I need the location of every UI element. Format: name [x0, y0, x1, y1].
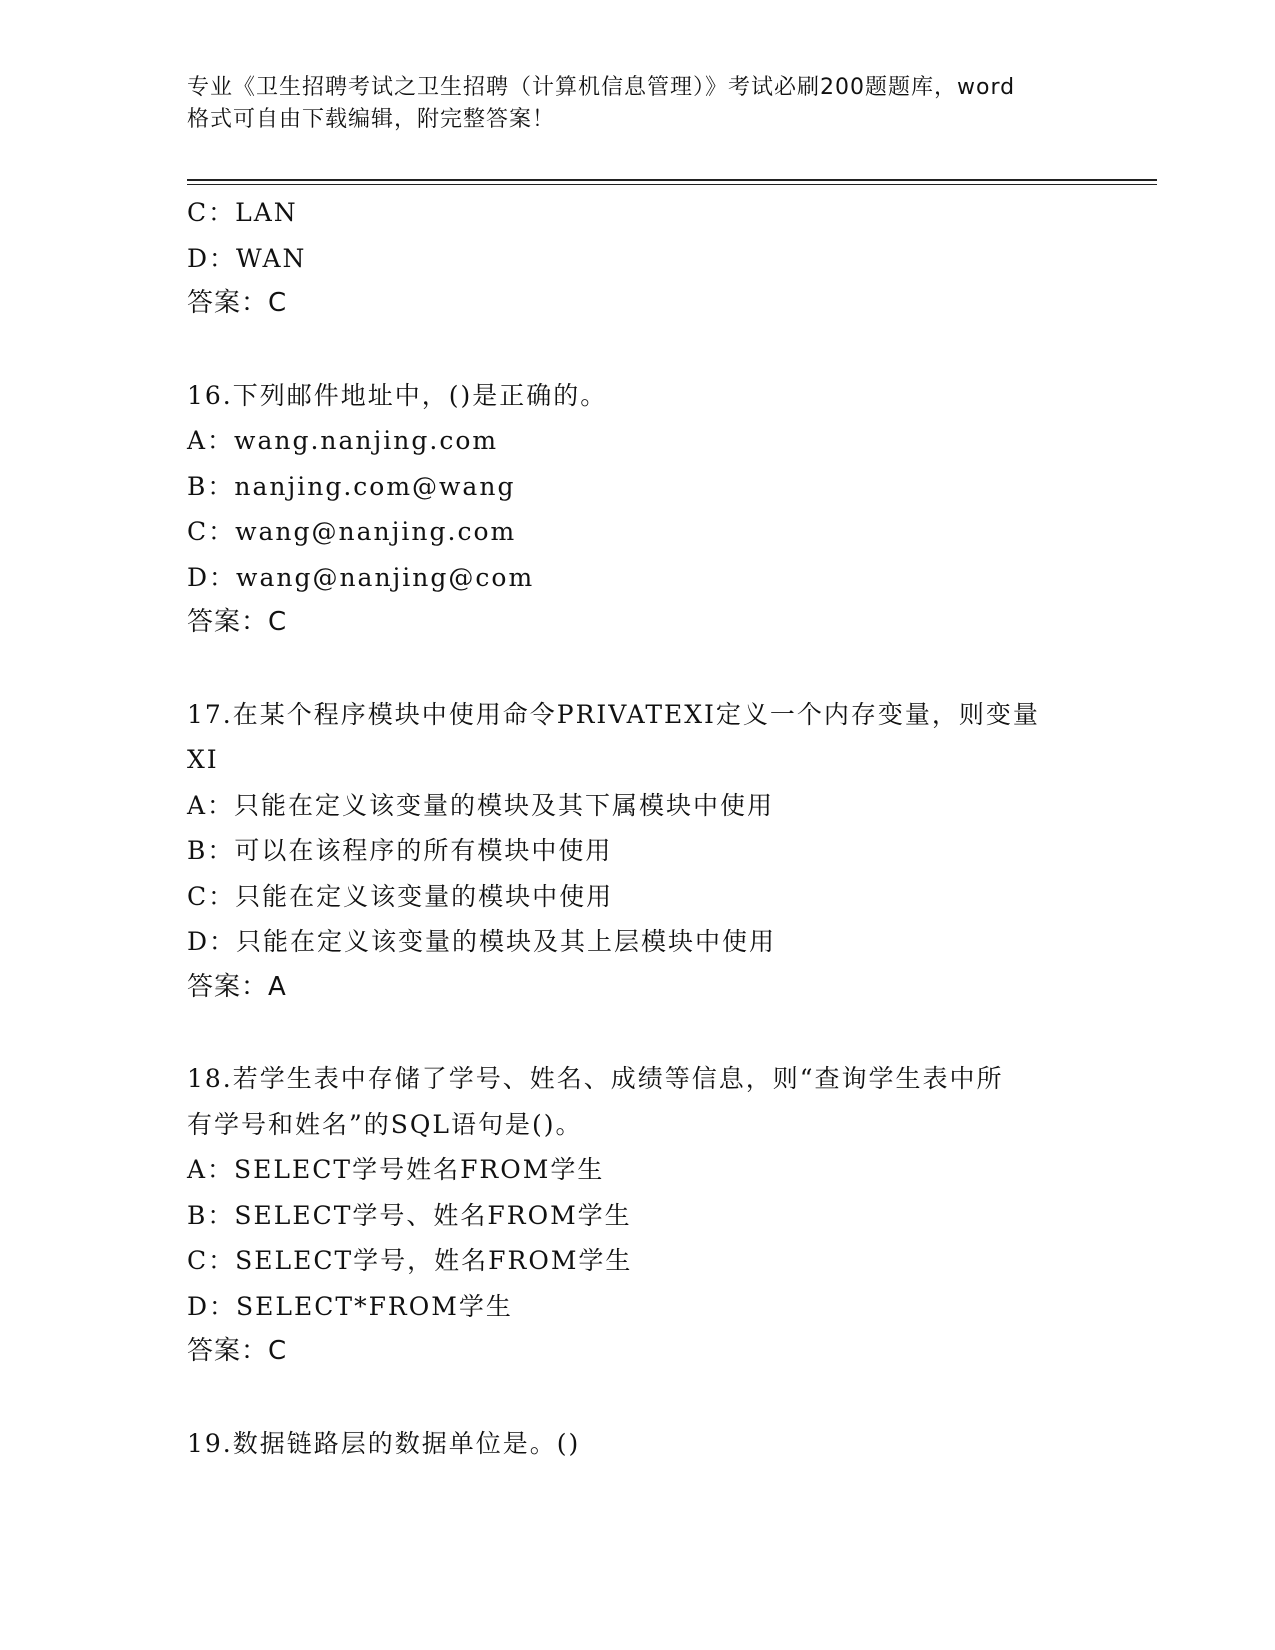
answer: 答案：C [187, 288, 288, 318]
header-rule-thin [187, 184, 1157, 185]
question-stem-line-2: 有学号和姓名”的SQL语句是()。 [187, 1109, 583, 1139]
option-d: D：只能在定义该变量的模块及其上层模块中使用 [187, 927, 777, 956]
option-d: D：SELECT*FROM学生 [187, 1291, 513, 1321]
option-c: C：LAN [187, 198, 298, 227]
option-d: D：wang@nanjing@com [187, 562, 535, 592]
question-18 [187, 1056, 1087, 1375]
answer: 答案：C [187, 1336, 288, 1366]
question-stem: 16.下列邮件地址中，()是正确的。 [187, 380, 608, 410]
option-a: A：只能在定义该变量的模块及其下属模块中使用 [187, 790, 775, 820]
option-c: C：只能在定义该变量的模块中使用 [187, 881, 614, 911]
answer: 答案：A [187, 971, 287, 1002]
header-line-2: 格式可自由下载编辑，附完整答案！ [187, 107, 556, 132]
spacer [187, 646, 1087, 692]
question-stem-line-1: 18.若学生表中存储了学号、姓名、成绩等信息，则“查询学生表中所 [187, 1064, 1004, 1093]
question-15 [187, 190, 1087, 327]
question-stem-line-2: XI [187, 745, 219, 774]
question-16 [187, 373, 1087, 646]
option-a: A：wang.nanjing.com [187, 426, 499, 455]
header-rule-thick [187, 179, 1157, 181]
option-d: D：WAN [187, 243, 307, 273]
question-19 [187, 1421, 1087, 1467]
question-stem: 19.数据链路层的数据单位是。() [187, 1428, 581, 1458]
spacer [187, 1375, 1087, 1421]
question-list [187, 190, 1087, 1466]
spacer [187, 327, 1087, 373]
option-c: C：wang@nanjing.com [187, 517, 517, 546]
option-b: B：可以在该程序的所有模块中使用 [187, 836, 613, 865]
option-b: B：SELECT学号、姓名FROM学生 [187, 1200, 632, 1230]
question-17 [187, 692, 1087, 1011]
header-line-1: 专业《卫生招聘考试之卫生招聘（计算机信息管理）》考试必刷200题题库，word [187, 75, 1016, 100]
option-b: B：nanjing.com@wang [187, 471, 516, 501]
spacer [187, 1010, 1087, 1056]
option-c: C：SELECT学号，姓名FROM学生 [187, 1246, 633, 1275]
answer: 答案：C [187, 607, 288, 637]
document-header [187, 72, 1087, 136]
option-a: A：SELECT学号姓名FROM学生 [187, 1155, 605, 1184]
question-stem-line-1: 17.在某个程序模块中使用命令PRIVATEXI定义一个内存变量，则变量 [187, 699, 1040, 729]
